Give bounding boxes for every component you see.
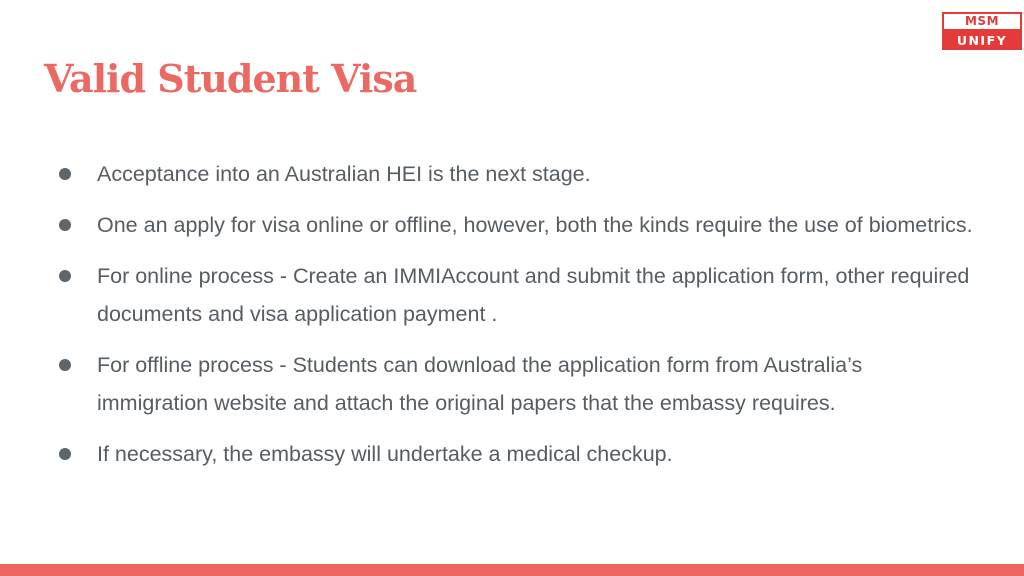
bullet-item bbox=[57, 346, 977, 422]
bullet-dot-icon bbox=[59, 168, 71, 180]
bullet-dot-icon bbox=[59, 270, 71, 282]
bottom-accent-bar bbox=[0, 564, 1024, 576]
msm-unify-logo bbox=[942, 12, 1022, 50]
slide-title: Valid Student Visa bbox=[44, 56, 417, 101]
logo-top-text: MSM bbox=[942, 12, 1022, 31]
bullet-text: If necessary, the embassy will undertake a medical checkup. bbox=[97, 442, 673, 466]
bullet-list bbox=[57, 155, 977, 486]
bullet-dot-icon bbox=[59, 359, 71, 371]
bullet-text: For offline process - Students can download the application form from Australia’s immigration website and attach the original papers that the embassy requires. bbox=[97, 353, 863, 415]
logo-bottom-text: UNIFY bbox=[942, 31, 1022, 50]
bullet-text: Acceptance into an Australian HEI is the next stage. bbox=[97, 162, 591, 186]
bullet-item bbox=[57, 155, 977, 193]
bullet-item bbox=[57, 257, 977, 333]
bullet-text: For online process - Create an IMMIAccount and submit the application form, other required documents and visa application payment . bbox=[97, 264, 970, 326]
bullet-item bbox=[57, 435, 977, 473]
bullet-item bbox=[57, 206, 977, 244]
bullet-dot-icon bbox=[59, 219, 71, 231]
bullet-dot-icon bbox=[59, 448, 71, 460]
bullet-text: One an apply for visa online or offline, however, both the kinds require the use of biometrics. bbox=[97, 213, 973, 237]
